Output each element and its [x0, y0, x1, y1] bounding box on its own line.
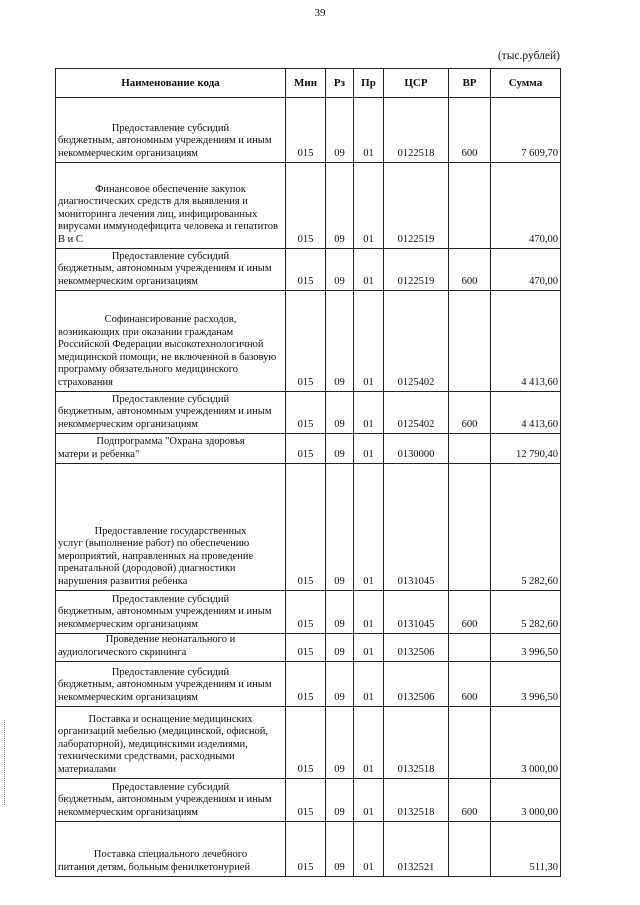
row-name [56, 591, 286, 634]
units-label: (тыс.рублей) [497, 50, 560, 62]
row-min: 015 [286, 662, 326, 707]
row-vr [449, 707, 491, 779]
col-header-vr: ВР [449, 69, 491, 98]
row-min: 015 [286, 464, 326, 591]
table-body [56, 98, 561, 877]
row-name-rest: организаций мебелью (медицинской, офисной, лабораторной), медицинскими изделиями, техническими средствами, расходными материалами [58, 726, 268, 775]
col-header-min: Мин [286, 69, 326, 98]
row-rz: 09 [326, 98, 354, 163]
row-csr: 0125402 [384, 392, 449, 434]
table-row [56, 464, 561, 591]
row-name [56, 707, 286, 779]
row-csr: 0132506 [384, 662, 449, 707]
row-csr: 0132506 [384, 634, 449, 662]
row-pr: 01 [354, 291, 384, 392]
row-csr: 0131045 [384, 464, 449, 591]
row-name-rest: бюджетным, автономным учреждениям и иным некоммерческим организациям [58, 406, 272, 430]
row-name-rest: бюджетным, автономным учреждениям и иным некоммерческим организациям [58, 263, 272, 287]
row-name-first-line: Проведение неонатального и [105, 634, 236, 645]
row-rz: 09 [326, 662, 354, 707]
row-name-first-line: Предоставление субсидий [111, 250, 230, 262]
row-min: 015 [286, 291, 326, 392]
row-pr: 01 [354, 779, 384, 822]
row-name-rest: бюджетным, автономным учреждениям и иным некоммерческим организациям [58, 679, 272, 703]
row-name-rest: возникающих при оказании гражданам Российской Федерации высокотехнологичной медицинской помощи, не включенной в базовую программу обязательного медицинского страхования [58, 326, 277, 388]
row-vr: 600 [449, 779, 491, 822]
row-name [56, 163, 286, 249]
row-min: 015 [286, 392, 326, 434]
row-sum: 5 282,60 [491, 591, 561, 634]
row-sum: 511,30 [491, 822, 561, 877]
row-csr: 0132518 [384, 779, 449, 822]
row-sum: 3 000,00 [491, 779, 561, 822]
row-csr: 0132521 [384, 822, 449, 877]
row-vr [449, 434, 491, 464]
row-name [56, 98, 286, 163]
row-name-first-line: Предоставление субсидий [111, 122, 230, 134]
row-pr: 01 [354, 662, 384, 707]
row-vr: 600 [449, 392, 491, 434]
row-name [56, 392, 286, 434]
row-pr: 01 [354, 98, 384, 163]
row-pr: 01 [354, 634, 384, 662]
table-row [56, 591, 561, 634]
row-min: 015 [286, 98, 326, 163]
row-name [56, 662, 286, 707]
row-pr: 01 [354, 822, 384, 877]
row-name-first-line: Софинансирование расходов, [104, 314, 237, 325]
row-pr: 01 [354, 434, 384, 464]
row-rz: 09 [326, 291, 354, 392]
row-name [56, 822, 286, 877]
row-rz: 09 [326, 163, 354, 249]
row-rz: 09 [326, 249, 354, 291]
row-name-first-line: Подпрограмма "Охрана здоровья [96, 436, 245, 447]
row-sum: 3 996,50 [491, 662, 561, 707]
row-rz: 09 [326, 434, 354, 464]
budget-table [55, 68, 561, 877]
table-row [56, 662, 561, 707]
table-row [56, 392, 561, 434]
table-row [56, 779, 561, 822]
row-min: 015 [286, 591, 326, 634]
row-name [56, 249, 286, 291]
row-min: 015 [286, 249, 326, 291]
row-csr: 0130000 [384, 434, 449, 464]
row-name-rest: бюджетным, автономным учреждениям и иным некоммерческим организациям [58, 606, 272, 630]
row-vr [449, 822, 491, 877]
row-sum: 470,00 [491, 249, 561, 291]
row-csr: 0131045 [384, 591, 449, 634]
row-rz: 09 [326, 392, 354, 434]
row-name-rest: матери и ребенка" [58, 448, 140, 460]
row-name-rest: бюджетным, автономным учреждениям и иным некоммерческим организациям [58, 135, 272, 159]
row-name-first-line: Предоставление субсидий [111, 781, 230, 793]
table-row [56, 249, 561, 291]
row-name-first-line: Предоставление субсидий [111, 666, 230, 678]
row-pr: 01 [354, 163, 384, 249]
table-row [56, 707, 561, 779]
row-rz: 09 [326, 822, 354, 877]
row-name-first-line: Финансовое обеспечение закупок [95, 183, 246, 195]
row-min: 015 [286, 779, 326, 822]
row-name-rest: диагностических средств для выявления и мониторинга лечения лиц, инфицированных вирусами иммунодефицита человека и гепатитов В и С [58, 196, 278, 245]
col-header-name: Наименование кода [56, 69, 286, 98]
row-sum: 5 282,60 [491, 464, 561, 591]
row-min: 015 [286, 707, 326, 779]
table-row [56, 291, 561, 392]
row-pr: 01 [354, 707, 384, 779]
row-vr [449, 464, 491, 591]
row-name-rest: аудиологического скрининга [58, 646, 187, 658]
row-name-first-line: Поставка и оснащение медицинских [88, 713, 253, 725]
row-min: 015 [286, 163, 326, 249]
row-name-rest: услуг (выполнение работ) по обеспечению мероприятий, направленных на проведение пренатальной (дородовой) диагностики нарушения развития ребенка [58, 538, 254, 587]
row-rz: 09 [326, 779, 354, 822]
row-name [56, 634, 286, 662]
row-csr: 0125402 [384, 291, 449, 392]
row-name-first-line: Предоставление государственных [94, 525, 247, 537]
row-sum: 470,00 [491, 163, 561, 249]
row-rz: 09 [326, 591, 354, 634]
row-csr: 0122518 [384, 98, 449, 163]
col-header-rz: Рз [326, 69, 354, 98]
row-sum: 7 609,70 [491, 98, 561, 163]
table-row [56, 163, 561, 249]
row-name [56, 779, 286, 822]
row-rz: 09 [326, 634, 354, 662]
row-sum: 4 413,60 [491, 291, 561, 392]
row-sum: 12 790,40 [491, 434, 561, 464]
row-csr: 0122519 [384, 163, 449, 249]
row-name-first-line: Поставка специального лечебного [93, 849, 248, 860]
row-pr: 01 [354, 591, 384, 634]
row-pr: 01 [354, 392, 384, 434]
margin-mark [4, 720, 5, 805]
row-name [56, 434, 286, 464]
row-name [56, 291, 286, 392]
row-vr: 600 [449, 98, 491, 163]
row-name-rest: бюджетным, автономным учреждениям и иным некоммерческим организациям [58, 794, 272, 818]
row-min: 015 [286, 822, 326, 877]
row-vr: 600 [449, 591, 491, 634]
row-vr [449, 634, 491, 662]
row-pr: 01 [354, 464, 384, 591]
table-header [56, 69, 561, 98]
row-name-rest: питания детям, больным фенилкетонурией [58, 861, 251, 873]
row-name-first-line: Предоставление субсидий [111, 393, 230, 405]
row-sum: 3 996,50 [491, 634, 561, 662]
page-number: 39 [314, 7, 326, 19]
col-header-csr: ЦСР [384, 69, 449, 98]
row-vr: 600 [449, 249, 491, 291]
row-pr: 01 [354, 249, 384, 291]
row-sum: 3 000,00 [491, 707, 561, 779]
table-row [56, 822, 561, 877]
table-row [56, 634, 561, 662]
table-row [56, 434, 561, 464]
col-header-pr: Пр [354, 69, 384, 98]
row-rz: 09 [326, 707, 354, 779]
col-header-sum: Сумма [491, 69, 561, 98]
row-min: 015 [286, 434, 326, 464]
table-row [56, 98, 561, 163]
row-min: 015 [286, 634, 326, 662]
row-csr: 0132518 [384, 707, 449, 779]
row-sum: 4 413,60 [491, 392, 561, 434]
row-vr [449, 163, 491, 249]
row-rz: 09 [326, 464, 354, 591]
row-csr: 0122519 [384, 249, 449, 291]
row-name [56, 464, 286, 591]
row-vr [449, 291, 491, 392]
row-name-first-line: Предоставление субсидий [111, 593, 230, 605]
row-vr: 600 [449, 662, 491, 707]
